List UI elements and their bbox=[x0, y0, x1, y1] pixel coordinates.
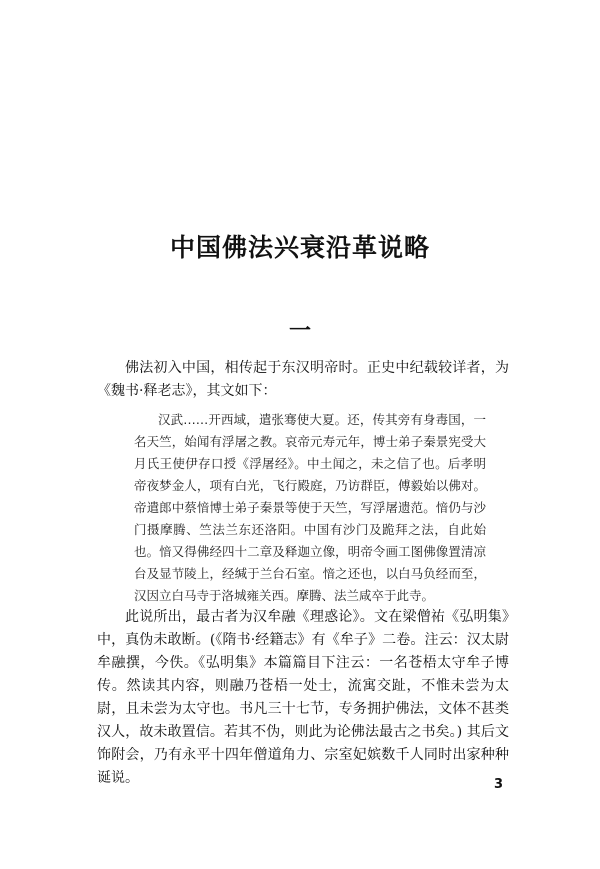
intro-paragraph: 佛法初入中国，相传起于东汉明帝时。正史中纪载较详者，为《魏书·释老志》，其文如下： bbox=[97, 360, 509, 399]
section-number: 一 bbox=[288, 319, 311, 344]
page-number: 3 bbox=[494, 777, 504, 792]
chapter-title: 中国佛法兴衰沿革说略 bbox=[169, 233, 430, 262]
block-quote: 汉武……开西域，遣张骞使大夏。还，传其旁有身毒国，一名天竺，始闻有浮屠之教。哀帝元寿元年，博士弟子秦景宪受大月氏王使伊存口授《浮屠经》。中土闻之，未之信了也。后孝明帝夜梦金人，项有白光，飞行殿庭，乃访群臣，傅毅始以佛对。帝遣郎中蔡愔博士弟子秦景等使于天竺，写浮屠遗范。愔仍与沙门摄摩腾、竺法兰东还洛阳。中国有沙门及跪拜之法，自此始也。愔又得佛经四十二章及释迦立像，明帝令画工图佛像置清凉台及显节陵上，经缄于兰台石室。愔之还也，以白马负经而至，汉因立白马寺于洛城雍关西。摩腾、法兰咸卒于此寺。 bbox=[134, 412, 486, 603]
body-paragraph: 此说所出，最古者为汉牟融《理惑论》。文在梁僧祐《弘明集》中，真伪未敢断。(《隋书·经籍志》有《牟子》二卷。注云：汉太尉牟融撰，今佚。《弘明集》本篇篇目下注云：一名苍梧太守牟子博传。然读其内容，则融乃苍梧一处士，流寓交趾，不惟未尝为太尉，且未尝为太守也。书凡三十七节，专务拥护佛法，文体不甚类汉人，故未敢置信。若其不伪，则此为论佛法最古之书矣。) 其后文饰附会，乃有永平十四年僧道角力、宗室妃嫔数千人同时出家种种诞说。 bbox=[97, 609, 509, 786]
